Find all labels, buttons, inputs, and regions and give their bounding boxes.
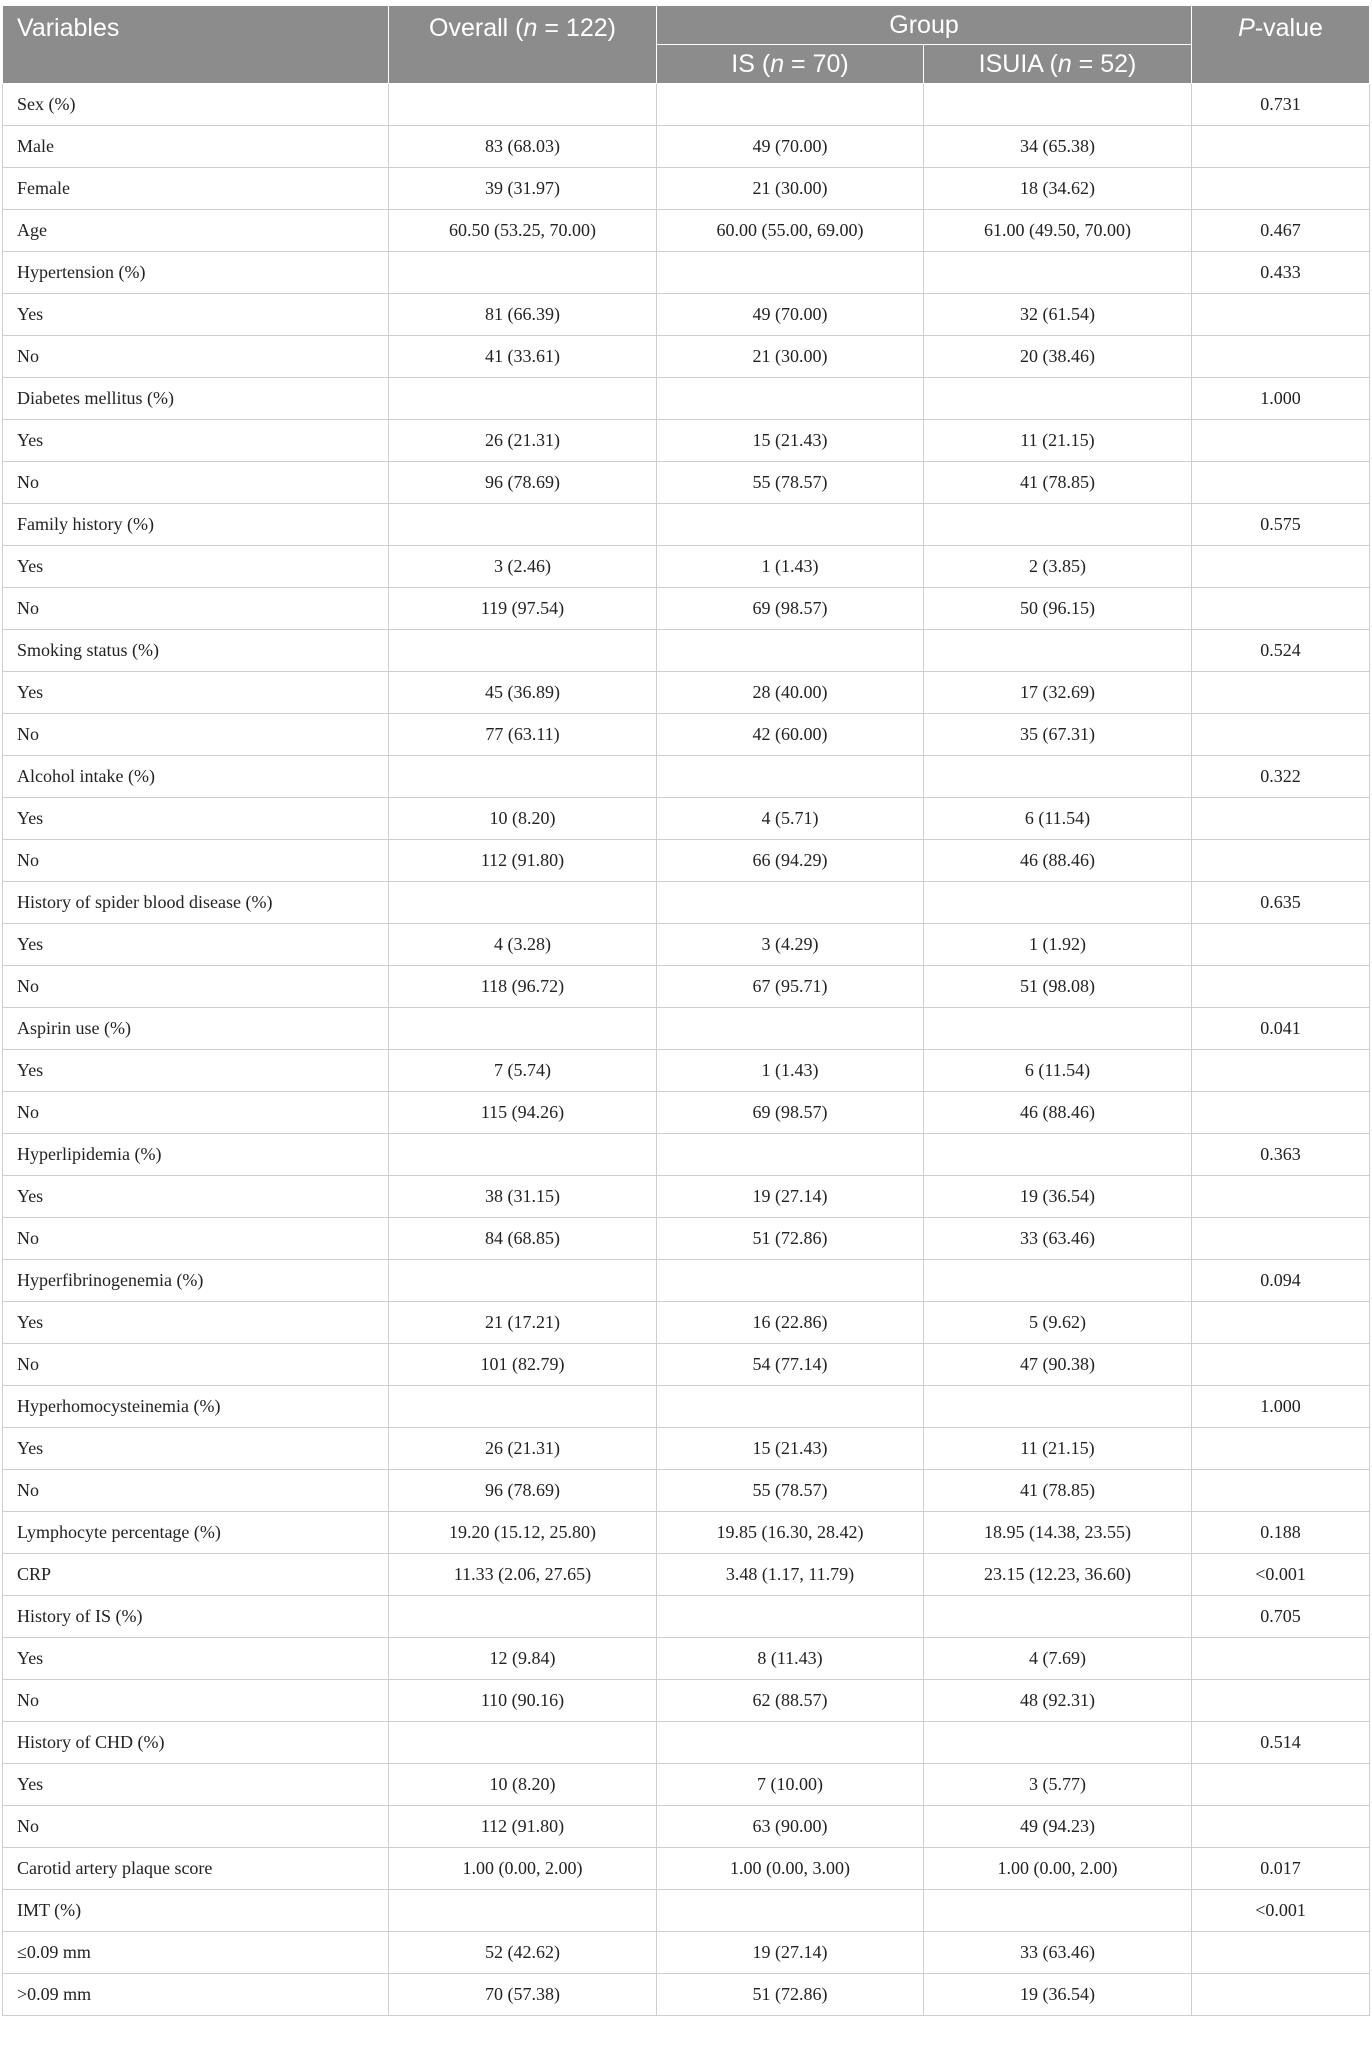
is-cell: 15 (21.43) (657, 420, 924, 462)
pvalue-cell (1192, 1092, 1370, 1134)
is-cell (657, 84, 924, 126)
pvalue-cell: <0.001 (1192, 1890, 1370, 1932)
table-row (3, 1260, 1370, 1302)
variable-cell: Yes (3, 672, 389, 714)
variable-cell: IMT (%) (3, 1890, 389, 1932)
overall-cell (389, 84, 657, 126)
overall-cell: 21 (17.21) (389, 1302, 657, 1344)
isuia-cell (924, 630, 1192, 672)
is-cell (657, 756, 924, 798)
table-row (3, 1344, 1370, 1386)
variable-cell: Family history (%) (3, 504, 389, 546)
table-row (3, 966, 1370, 1008)
variable-cell: Yes (3, 924, 389, 966)
overall-cell (389, 1596, 657, 1638)
table-row (3, 1050, 1370, 1092)
isuia-cell: 6 (11.54) (924, 1050, 1192, 1092)
header-pvalue: P-value (1192, 6, 1370, 84)
variable-cell: Yes (3, 798, 389, 840)
variable-cell: Yes (3, 1638, 389, 1680)
is-cell: 4 (5.71) (657, 798, 924, 840)
is-cell: 67 (95.71) (657, 966, 924, 1008)
variable-cell: No (3, 840, 389, 882)
table-row (3, 840, 1370, 882)
isuia-cell: 18 (34.62) (924, 168, 1192, 210)
variable-cell: No (3, 1092, 389, 1134)
overall-cell: 110 (90.16) (389, 1680, 657, 1722)
variable-cell: No (3, 336, 389, 378)
overall-cell (389, 1008, 657, 1050)
overall-cell: 52 (42.62) (389, 1932, 657, 1974)
variable-cell: Yes (3, 420, 389, 462)
is-cell (657, 1386, 924, 1428)
isuia-cell: 11 (21.15) (924, 1428, 1192, 1470)
overall-cell: 60.50 (53.25, 70.00) (389, 210, 657, 252)
pvalue-cell (1192, 168, 1370, 210)
is-cell (657, 1890, 924, 1932)
isuia-cell: 35 (67.31) (924, 714, 1192, 756)
variable-cell: Yes (3, 1428, 389, 1470)
pvalue-cell: <0.001 (1192, 1554, 1370, 1596)
header-is: IS (n = 70) (657, 45, 924, 84)
variable-cell: No (3, 1470, 389, 1512)
header-isuia: ISUIA (n = 52) (924, 45, 1192, 84)
is-cell: 28 (40.00) (657, 672, 924, 714)
variable-cell: Hyperlipidemia (%) (3, 1134, 389, 1176)
overall-cell (389, 1890, 657, 1932)
pvalue-cell (1192, 840, 1370, 882)
pvalue-cell (1192, 1302, 1370, 1344)
table-row (3, 1302, 1370, 1344)
is-cell: 19 (27.14) (657, 1932, 924, 1974)
pvalue-cell (1192, 336, 1370, 378)
table-body (3, 84, 1370, 2016)
is-cell: 21 (30.00) (657, 336, 924, 378)
isuia-cell: 23.15 (12.23, 36.60) (924, 1554, 1192, 1596)
table-row (3, 588, 1370, 630)
overall-cell (389, 756, 657, 798)
variable-cell: Hyperfibrinogenemia (%) (3, 1260, 389, 1302)
pvalue-cell: 0.017 (1192, 1848, 1370, 1890)
isuia-cell: 3 (5.77) (924, 1764, 1192, 1806)
pvalue-cell (1192, 1428, 1370, 1470)
table-row (3, 210, 1370, 252)
is-cell: 15 (21.43) (657, 1428, 924, 1470)
variable-cell: Male (3, 126, 389, 168)
isuia-cell: 48 (92.31) (924, 1680, 1192, 1722)
overall-cell: 19.20 (15.12, 25.80) (389, 1512, 657, 1554)
is-cell (657, 252, 924, 294)
variable-cell: No (3, 462, 389, 504)
pvalue-cell (1192, 1176, 1370, 1218)
pvalue-cell (1192, 672, 1370, 714)
is-cell: 3.48 (1.17, 11.79) (657, 1554, 924, 1596)
is-cell (657, 504, 924, 546)
table-row (3, 1512, 1370, 1554)
isuia-cell (924, 1386, 1192, 1428)
isuia-cell: 41 (78.85) (924, 462, 1192, 504)
isuia-cell (924, 1722, 1192, 1764)
isuia-cell: 41 (78.85) (924, 1470, 1192, 1512)
variable-cell: >0.09 mm (3, 1974, 389, 2016)
table-row (3, 1470, 1370, 1512)
table-row (3, 294, 1370, 336)
variable-cell: History of CHD (%) (3, 1722, 389, 1764)
variable-cell: Lymphocyte percentage (%) (3, 1512, 389, 1554)
variable-cell: No (3, 1806, 389, 1848)
table-row (3, 924, 1370, 966)
variable-cell: History of spider blood disease (%) (3, 882, 389, 924)
overall-cell: 39 (31.97) (389, 168, 657, 210)
table-row (3, 546, 1370, 588)
pvalue-cell (1192, 1050, 1370, 1092)
pvalue-cell: 0.094 (1192, 1260, 1370, 1302)
variable-cell: CRP (3, 1554, 389, 1596)
isuia-cell: 50 (96.15) (924, 588, 1192, 630)
variable-cell: Age (3, 210, 389, 252)
header-variables: Variables (3, 6, 389, 84)
table-row (3, 1848, 1370, 1890)
is-cell (657, 1008, 924, 1050)
table-row (3, 1890, 1370, 1932)
overall-cell: 7 (5.74) (389, 1050, 657, 1092)
overall-cell: 26 (21.31) (389, 420, 657, 462)
isuia-cell: 34 (65.38) (924, 126, 1192, 168)
is-cell: 1 (1.43) (657, 1050, 924, 1092)
is-cell (657, 378, 924, 420)
variable-cell: Alcohol intake (%) (3, 756, 389, 798)
is-cell: 51 (72.86) (657, 1974, 924, 2016)
overall-cell: 3 (2.46) (389, 546, 657, 588)
overall-cell: 45 (36.89) (389, 672, 657, 714)
pvalue-cell (1192, 546, 1370, 588)
overall-cell: 70 (57.38) (389, 1974, 657, 2016)
is-cell: 62 (88.57) (657, 1680, 924, 1722)
is-cell: 55 (78.57) (657, 1470, 924, 1512)
table-row (3, 378, 1370, 420)
is-cell: 54 (77.14) (657, 1344, 924, 1386)
pvalue-cell (1192, 798, 1370, 840)
pvalue-cell: 0.635 (1192, 882, 1370, 924)
overall-cell: 96 (78.69) (389, 462, 657, 504)
is-cell (657, 630, 924, 672)
overall-cell: 38 (31.15) (389, 1176, 657, 1218)
pvalue-cell (1192, 1974, 1370, 2016)
is-cell: 8 (11.43) (657, 1638, 924, 1680)
table-row (3, 1092, 1370, 1134)
isuia-cell: 17 (32.69) (924, 672, 1192, 714)
pvalue-cell: 0.433 (1192, 252, 1370, 294)
header-overall: Overall (n = 122) (389, 6, 657, 84)
is-cell (657, 1134, 924, 1176)
variable-cell: Hyperhomocysteinemia (%) (3, 1386, 389, 1428)
table-row (3, 1680, 1370, 1722)
variable-cell: No (3, 1344, 389, 1386)
variable-cell: Sex (%) (3, 84, 389, 126)
variable-cell: Hypertension (%) (3, 252, 389, 294)
pvalue-cell (1192, 1470, 1370, 1512)
isuia-cell: 61.00 (49.50, 70.00) (924, 210, 1192, 252)
pvalue-cell (1192, 966, 1370, 1008)
overall-cell (389, 1260, 657, 1302)
isuia-cell (924, 1008, 1192, 1050)
is-cell (657, 1260, 924, 1302)
pvalue-cell: 1.000 (1192, 1386, 1370, 1428)
overall-cell (389, 882, 657, 924)
isuia-cell (924, 84, 1192, 126)
overall-cell: 12 (9.84) (389, 1638, 657, 1680)
overall-cell: 112 (91.80) (389, 1806, 657, 1848)
variable-cell: Yes (3, 1302, 389, 1344)
is-cell: 7 (10.00) (657, 1764, 924, 1806)
is-cell: 66 (94.29) (657, 840, 924, 882)
overall-cell: 118 (96.72) (389, 966, 657, 1008)
pvalue-cell (1192, 1218, 1370, 1260)
isuia-cell: 11 (21.15) (924, 420, 1192, 462)
table-row (3, 1722, 1370, 1764)
variable-cell: Carotid artery plaque score (3, 1848, 389, 1890)
overall-cell: 77 (63.11) (389, 714, 657, 756)
table-row (3, 1218, 1370, 1260)
isuia-cell: 6 (11.54) (924, 798, 1192, 840)
isuia-cell: 51 (98.08) (924, 966, 1192, 1008)
overall-cell: 119 (97.54) (389, 588, 657, 630)
table-row (3, 252, 1370, 294)
is-cell: 51 (72.86) (657, 1218, 924, 1260)
variable-cell: Diabetes mellitus (%) (3, 378, 389, 420)
isuia-cell: 5 (9.62) (924, 1302, 1192, 1344)
pvalue-cell (1192, 1932, 1370, 1974)
pvalue-cell (1192, 126, 1370, 168)
table-row (3, 1134, 1370, 1176)
isuia-cell: 18.95 (14.38, 23.55) (924, 1512, 1192, 1554)
pvalue-cell (1192, 714, 1370, 756)
pvalue-cell: 0.041 (1192, 1008, 1370, 1050)
variable-cell: Yes (3, 546, 389, 588)
table-row (3, 84, 1370, 126)
pvalue-cell: 0.514 (1192, 1722, 1370, 1764)
table-row (3, 1932, 1370, 1974)
pvalue-cell: 0.322 (1192, 756, 1370, 798)
isuia-cell: 1 (1.92) (924, 924, 1192, 966)
isuia-cell: 2 (3.85) (924, 546, 1192, 588)
baseline-characteristics-table (2, 5, 1370, 2016)
is-cell: 42 (60.00) (657, 714, 924, 756)
table-row (3, 630, 1370, 672)
is-cell: 3 (4.29) (657, 924, 924, 966)
pvalue-cell: 0.731 (1192, 84, 1370, 126)
is-cell: 49 (70.00) (657, 126, 924, 168)
table-row (3, 1596, 1370, 1638)
is-cell: 19.85 (16.30, 28.42) (657, 1512, 924, 1554)
table-row (3, 1386, 1370, 1428)
overall-cell (389, 1722, 657, 1764)
isuia-cell (924, 378, 1192, 420)
isuia-cell: 47 (90.38) (924, 1344, 1192, 1386)
overall-cell (389, 630, 657, 672)
is-cell: 60.00 (55.00, 69.00) (657, 210, 924, 252)
isuia-cell (924, 252, 1192, 294)
variable-cell: Yes (3, 1050, 389, 1092)
table-row (3, 1554, 1370, 1596)
table-row (3, 714, 1370, 756)
table-row (3, 1008, 1370, 1050)
is-cell: 69 (98.57) (657, 1092, 924, 1134)
overall-cell: 81 (66.39) (389, 294, 657, 336)
overall-cell (389, 378, 657, 420)
pvalue-cell (1192, 924, 1370, 966)
variable-cell: No (3, 588, 389, 630)
isuia-cell (924, 756, 1192, 798)
pvalue-cell: 0.575 (1192, 504, 1370, 546)
table-row (3, 1764, 1370, 1806)
is-cell: 55 (78.57) (657, 462, 924, 504)
isuia-cell (924, 1134, 1192, 1176)
is-cell (657, 882, 924, 924)
pvalue-cell: 1.000 (1192, 378, 1370, 420)
table-row (3, 672, 1370, 714)
is-cell: 69 (98.57) (657, 588, 924, 630)
pvalue-cell (1192, 1344, 1370, 1386)
variable-cell: No (3, 1680, 389, 1722)
pvalue-cell (1192, 294, 1370, 336)
variable-cell: History of IS (%) (3, 1596, 389, 1638)
is-cell: 19 (27.14) (657, 1176, 924, 1218)
overall-cell: 101 (82.79) (389, 1344, 657, 1386)
overall-cell: 83 (68.03) (389, 126, 657, 168)
isuia-cell: 20 (38.46) (924, 336, 1192, 378)
isuia-cell (924, 1596, 1192, 1638)
overall-cell: 115 (94.26) (389, 1092, 657, 1134)
variable-cell: Yes (3, 1764, 389, 1806)
pvalue-cell: 0.467 (1192, 210, 1370, 252)
variable-cell: Yes (3, 1176, 389, 1218)
pvalue-cell: 0.705 (1192, 1596, 1370, 1638)
pvalue-cell (1192, 1638, 1370, 1680)
table-row (3, 1176, 1370, 1218)
isuia-cell: 19 (36.54) (924, 1176, 1192, 1218)
isuia-cell: 33 (63.46) (924, 1932, 1192, 1974)
variable-cell: Female (3, 168, 389, 210)
is-cell: 21 (30.00) (657, 168, 924, 210)
table-row (3, 756, 1370, 798)
variable-cell: Smoking status (%) (3, 630, 389, 672)
overall-cell: 26 (21.31) (389, 1428, 657, 1470)
isuia-cell: 1.00 (0.00, 2.00) (924, 1848, 1192, 1890)
isuia-cell (924, 1260, 1192, 1302)
overall-cell: 10 (8.20) (389, 798, 657, 840)
overall-cell: 96 (78.69) (389, 1470, 657, 1512)
table-row (3, 168, 1370, 210)
table-row (3, 1638, 1370, 1680)
is-cell: 1 (1.43) (657, 546, 924, 588)
table-row (3, 882, 1370, 924)
isuia-cell: 33 (63.46) (924, 1218, 1192, 1260)
pvalue-cell: 0.188 (1192, 1512, 1370, 1554)
isuia-cell: 32 (61.54) (924, 294, 1192, 336)
table-row (3, 1428, 1370, 1470)
variable-cell: ≤0.09 mm (3, 1932, 389, 1974)
pvalue-cell: 0.524 (1192, 630, 1370, 672)
table-row (3, 126, 1370, 168)
isuia-cell (924, 1890, 1192, 1932)
overall-cell (389, 1386, 657, 1428)
overall-cell: 4 (3.28) (389, 924, 657, 966)
overall-cell (389, 252, 657, 294)
isuia-cell: 4 (7.69) (924, 1638, 1192, 1680)
is-cell (657, 1596, 924, 1638)
table-row (3, 1974, 1370, 2016)
isuia-cell: 19 (36.54) (924, 1974, 1192, 2016)
is-cell (657, 1722, 924, 1764)
is-cell: 16 (22.86) (657, 1302, 924, 1344)
overall-cell: 1.00 (0.00, 2.00) (389, 1848, 657, 1890)
isuia-cell: 49 (94.23) (924, 1806, 1192, 1848)
is-cell: 49 (70.00) (657, 294, 924, 336)
table-header (3, 6, 1370, 84)
overall-cell (389, 1134, 657, 1176)
overall-cell: 112 (91.80) (389, 840, 657, 882)
variable-cell: No (3, 1218, 389, 1260)
variable-cell: Aspirin use (%) (3, 1008, 389, 1050)
pvalue-cell (1192, 1764, 1370, 1806)
pvalue-cell (1192, 420, 1370, 462)
overall-cell: 11.33 (2.06, 27.65) (389, 1554, 657, 1596)
pvalue-cell (1192, 1680, 1370, 1722)
pvalue-cell: 0.363 (1192, 1134, 1370, 1176)
overall-cell (389, 504, 657, 546)
table-row (3, 504, 1370, 546)
is-cell: 1.00 (0.00, 3.00) (657, 1848, 924, 1890)
table-row (3, 420, 1370, 462)
overall-cell: 10 (8.20) (389, 1764, 657, 1806)
table-row (3, 462, 1370, 504)
isuia-cell: 46 (88.46) (924, 840, 1192, 882)
variable-cell: No (3, 966, 389, 1008)
isuia-cell (924, 882, 1192, 924)
variable-cell: No (3, 714, 389, 756)
table-row (3, 336, 1370, 378)
pvalue-cell (1192, 462, 1370, 504)
pvalue-cell (1192, 1806, 1370, 1848)
table-row (3, 798, 1370, 840)
overall-cell: 84 (68.85) (389, 1218, 657, 1260)
is-cell: 63 (90.00) (657, 1806, 924, 1848)
header-group: Group (657, 6, 1192, 45)
pvalue-cell (1192, 588, 1370, 630)
variable-cell: Yes (3, 294, 389, 336)
overall-cell: 41 (33.61) (389, 336, 657, 378)
table-row (3, 1806, 1370, 1848)
isuia-cell (924, 504, 1192, 546)
isuia-cell: 46 (88.46) (924, 1092, 1192, 1134)
